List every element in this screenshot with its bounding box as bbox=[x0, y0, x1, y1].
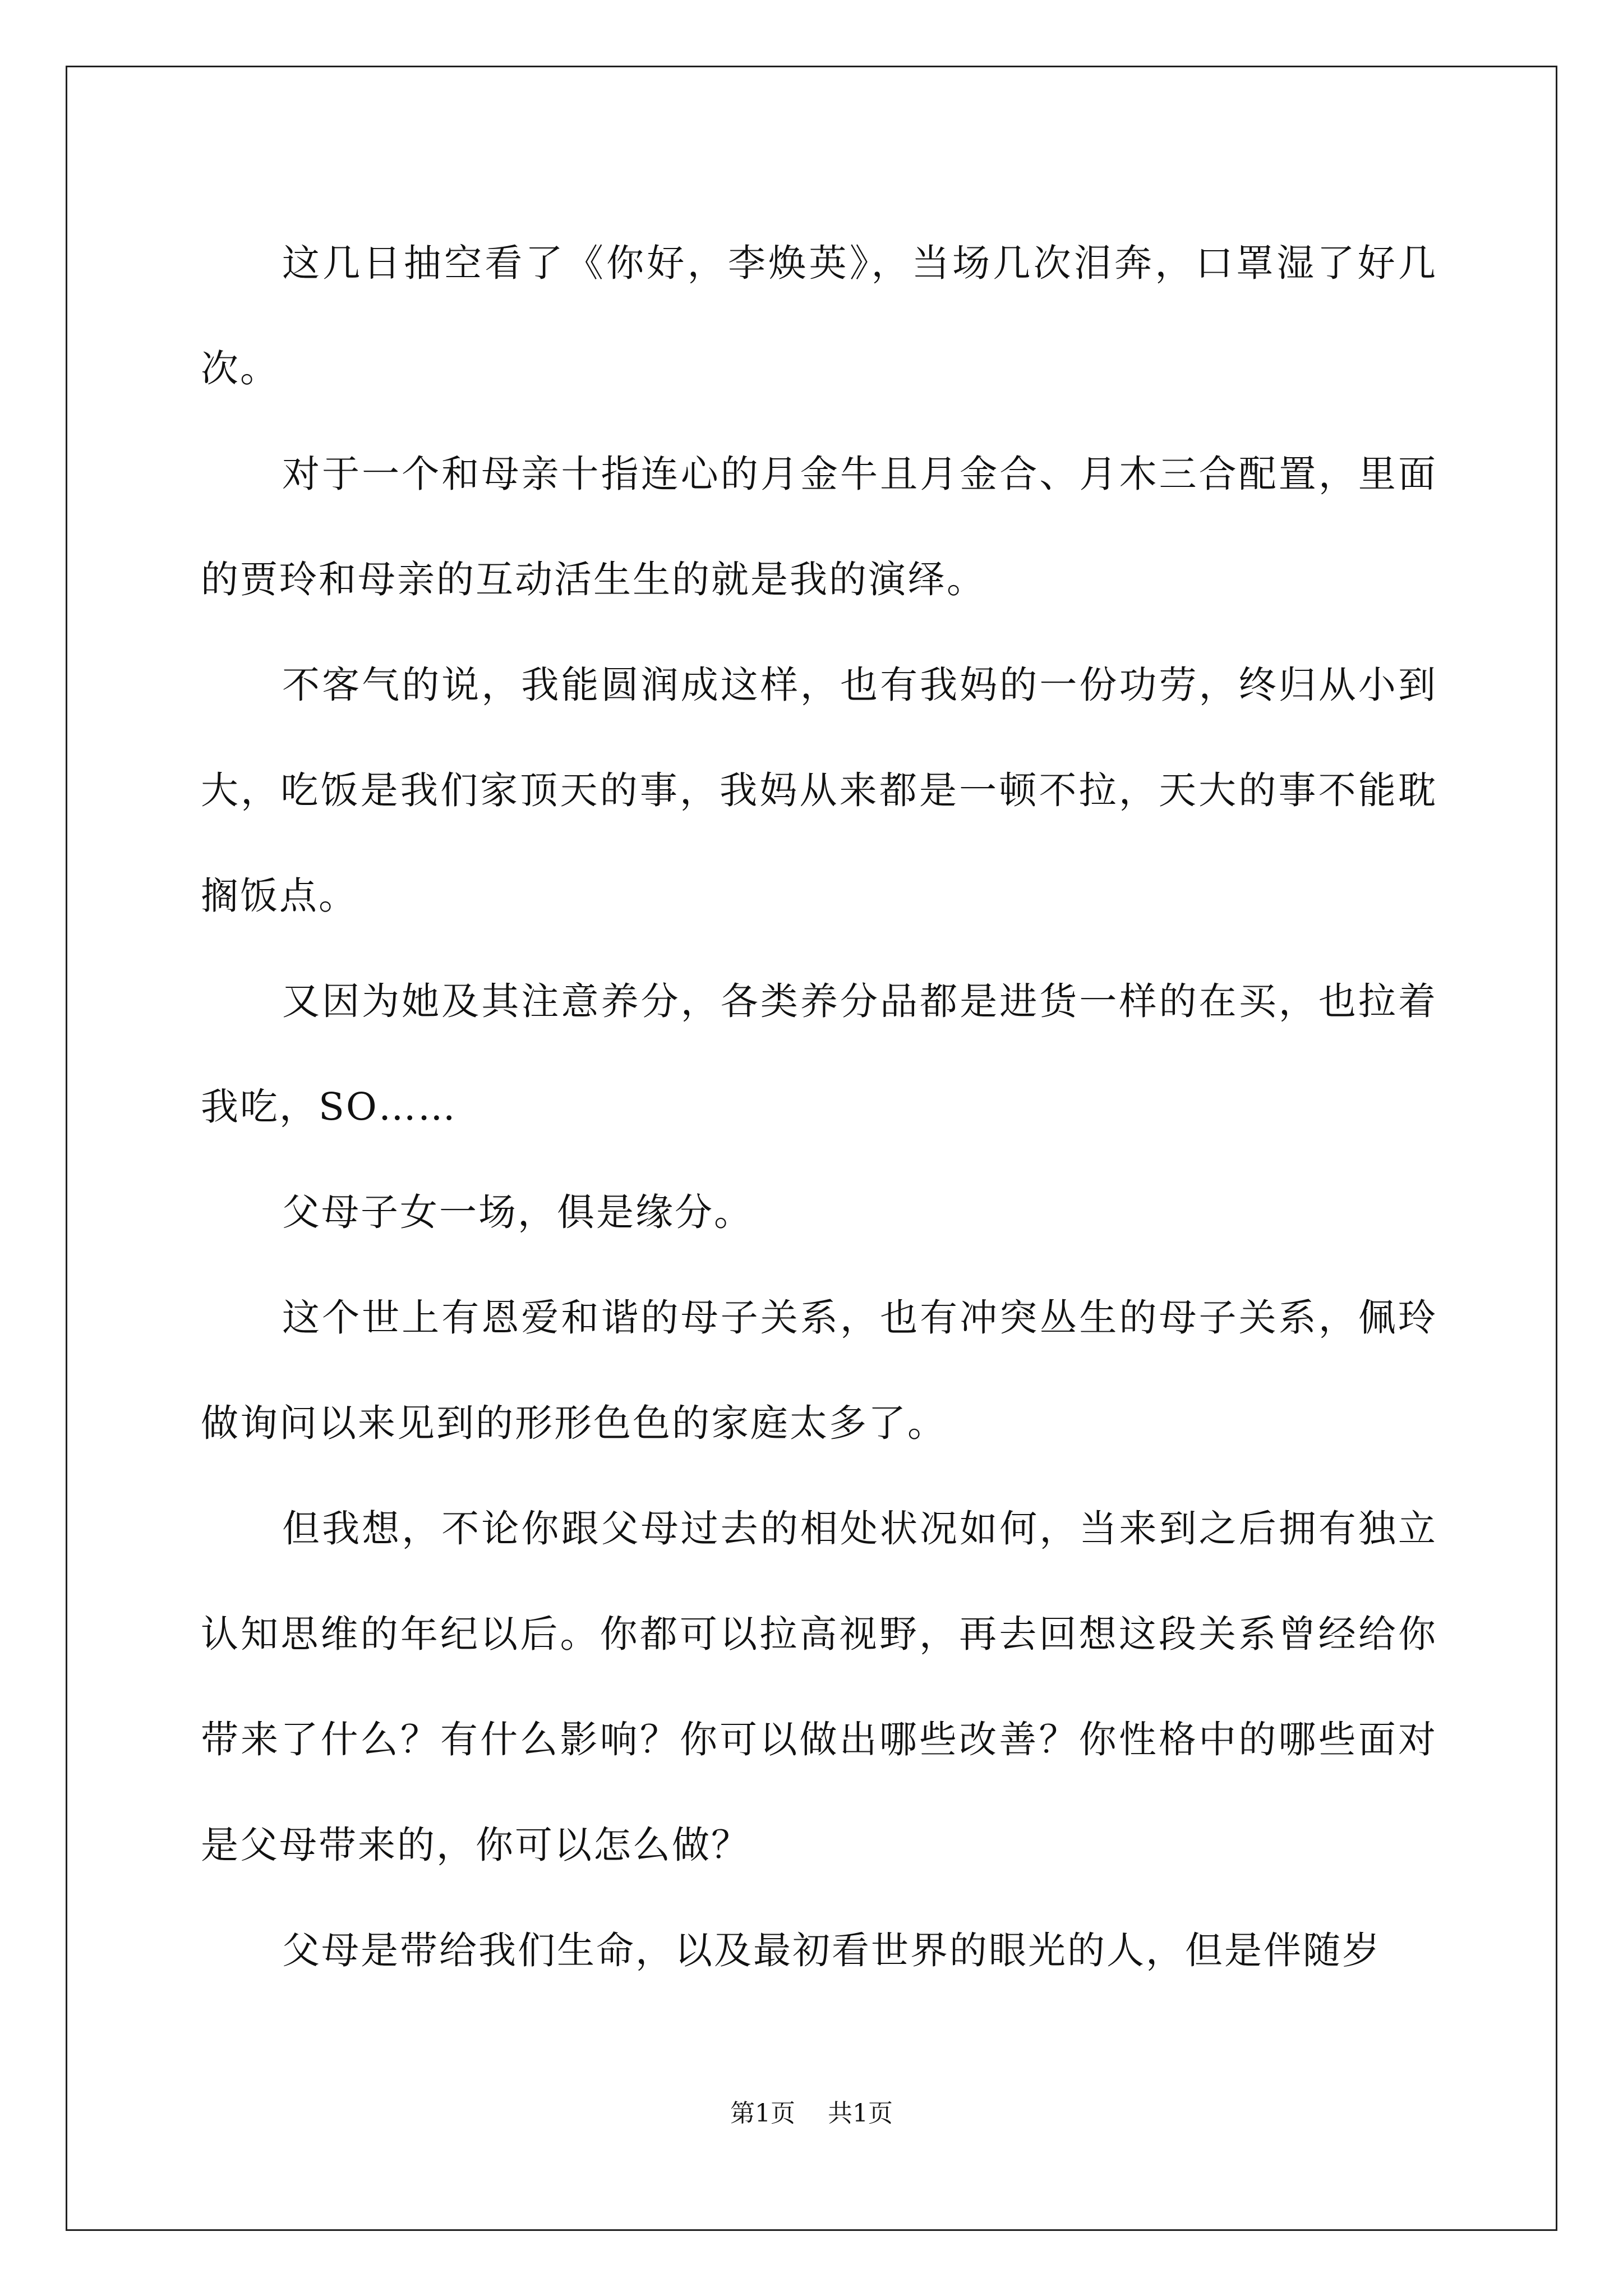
page-number-total: 共1页 bbox=[828, 2099, 893, 2128]
page-number-current: 第1页 bbox=[730, 2099, 795, 2128]
paragraph: 这个世上有恩爱和谐的母子关系，也有冲突丛生的母子关系，佩玲做询问以来见到的形形色色的家庭太多了。 bbox=[201, 1296, 1437, 1445]
paragraph: 不客气的说，我能圆润成这样，也有我妈的一份功劳，终归从小到大，吃饭是我们家顶天的事，我妈从来都是一顿不拉，天大的事不能耽搁饭点。 bbox=[201, 663, 1437, 918]
paragraph: 这几日抽空看了《你好，李焕英》，当场几次泪奔，口罩湿了好几次。 bbox=[201, 241, 1437, 390]
page-footer bbox=[0, 2097, 1623, 2131]
paragraph: 父母是带给我们生命，以及最初看世界的眼光的人，但是伴随岁 bbox=[282, 1929, 1381, 1972]
paragraph: 父母子女一场，俱是缘分。 bbox=[282, 1190, 753, 1234]
document-body bbox=[201, 210, 1437, 2003]
paragraph: 但我想，不论你跟父母过去的相处状况如何，当来到之后拥有独立认知思维的年纪以后。你都可以拉高视野，再去回想这段关系曾经给你带来了什么？有什么影响？你可以做出哪些改善？你性格中的哪些面对是父母带来的，你可以怎么做？ bbox=[201, 1507, 1437, 1867]
paragraph: 对于一个和母亲十指连心的月金牛且月金合、月木三合配置，里面的贾玲和母亲的互动活生生的就是我的演绎。 bbox=[201, 452, 1437, 601]
paragraph: 又因为她及其注意养分，各类养分品都是进货一样的在买，也拉着我吃，SO…… bbox=[201, 979, 1437, 1129]
